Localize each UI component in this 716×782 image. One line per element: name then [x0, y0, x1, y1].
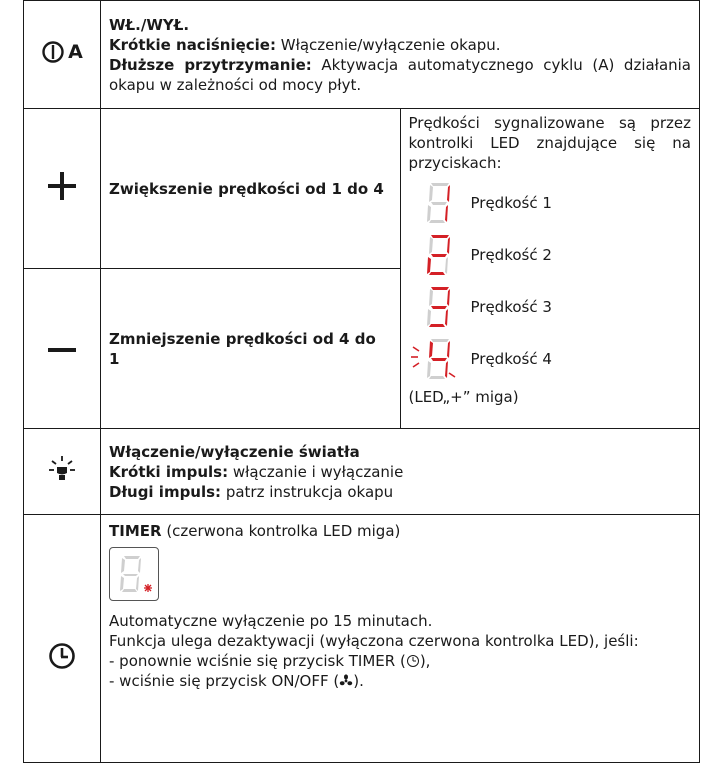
light-long-label: Długi impuls: [109, 482, 222, 501]
minus-icon [48, 348, 76, 354]
power-long-text: Aktywacja automatycznego cyklu (A) działania okapu w zależności od mocy płyt. [109, 55, 692, 94]
power-long-label: Dłuższe przytrzymanie: [109, 55, 312, 74]
minus-cell-icon [24, 269, 101, 429]
row-plus [24, 109, 700, 269]
plus-description: Zwiększenie prędkości od 1 do 4 [101, 109, 401, 269]
timer-auto-off: Automatyczne wyłączenie po 15 minutach. [109, 612, 433, 630]
speeds-note: (LED„+” miga) [408, 388, 519, 406]
fan-icon [339, 674, 353, 688]
speed-4-label: Prędkość 4 [470, 350, 552, 368]
power-a-icon [41, 40, 83, 64]
speeds-intro: Prędkości sygnalizowane są przez kontrolki LED znajdujące się na przyciskach: [408, 114, 691, 172]
minus-description: Zmniejszenie prędkości od 4 do 1 [101, 269, 401, 429]
light-title: Włączenie/wyłączenie światła [109, 442, 360, 461]
speed-list [409, 177, 692, 385]
clock-icon [48, 642, 76, 670]
speed-1-led-icon [409, 177, 469, 227]
timer-cond1-text: - ponownie wciśnie się przycisk TIMER ( [109, 652, 406, 670]
speed-row-3 [409, 281, 692, 333]
speed-2-led-icon [409, 229, 469, 279]
speed-row-4 [409, 333, 692, 385]
light-short-label: Krótki impuls: [109, 462, 229, 481]
row-power [24, 1, 700, 109]
speed-3-label: Prędkość 3 [470, 298, 552, 316]
timer-cell-icon [24, 515, 101, 763]
speed-row-2 [409, 229, 692, 281]
light-bulb-icon [47, 454, 77, 484]
light-description [101, 429, 700, 515]
speed-1-label: Prędkość 1 [470, 194, 552, 212]
speeds-cell [400, 109, 700, 429]
instruction-table [23, 0, 700, 766]
plus-cell-icon [24, 109, 101, 269]
power-description [101, 1, 700, 109]
timer-led-display [109, 547, 159, 601]
plus-icon [48, 172, 76, 200]
timer-title-suffix: (czerwona kontrolka LED miga) [161, 522, 401, 540]
speed-row-1 [409, 177, 692, 229]
power-short-text: Włączenie/wyłączenie okapu. [275, 35, 501, 54]
timer-cond1-end: ), [419, 652, 431, 670]
timer-title: TIMER [109, 522, 162, 540]
timer-cond2-text: - wciśnie się przycisk ON/OFF ( [109, 672, 340, 690]
timer-digit-icon [110, 548, 158, 600]
power-title: WŁ./WYŁ. [109, 15, 190, 34]
power-a-letter: A [68, 41, 83, 63]
speed-4-led-icon [409, 333, 469, 383]
speed-2-label: Prędkość 2 [470, 246, 552, 264]
row-timer [24, 515, 700, 763]
power-cell-icon [24, 1, 101, 109]
timer-cond2-end: ). [353, 672, 364, 690]
timer-small-icon [406, 654, 420, 668]
timer-condition-1 [109, 651, 691, 671]
timer-deactivate: Funkcja ulega dezaktywacji (wyłączona czerwona kontrolka LED), jeśli: [109, 632, 639, 650]
light-short-text: włączanie i wyłączanie [228, 462, 404, 481]
speed-3-led-icon [409, 281, 469, 331]
light-cell-icon [24, 429, 101, 515]
power-short-label: Krótkie naciśnięcie: [109, 35, 276, 54]
light-long-text: patrz instrukcja okapu [221, 482, 394, 501]
timer-description [101, 515, 700, 763]
row-light [24, 429, 700, 515]
timer-condition-2 [109, 671, 691, 691]
